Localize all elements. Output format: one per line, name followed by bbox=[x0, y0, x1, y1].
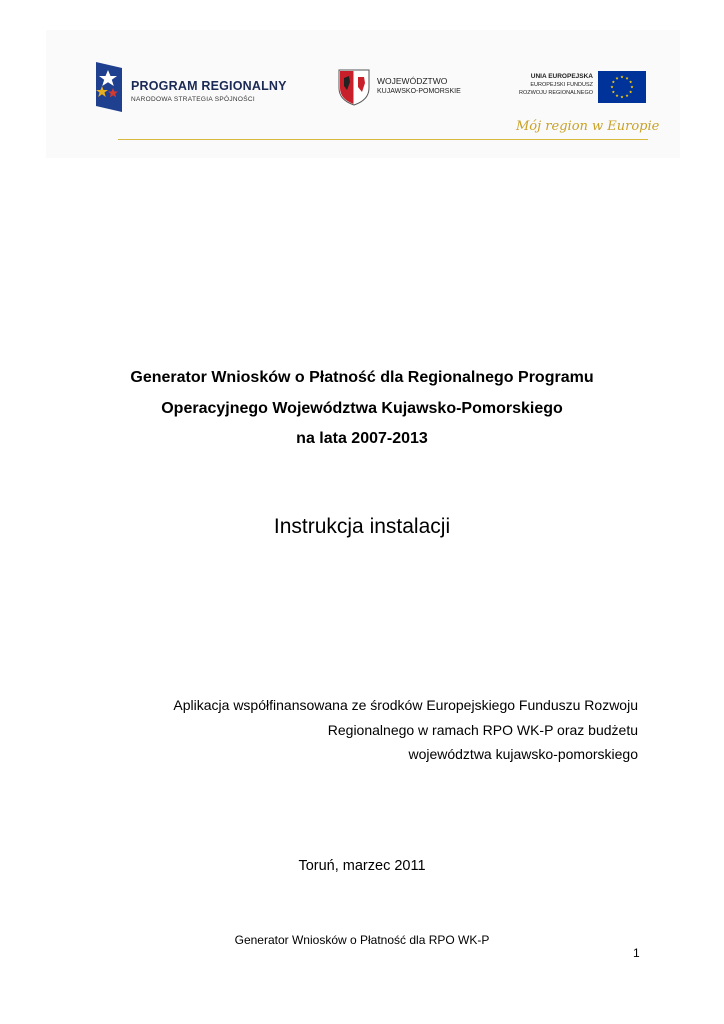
document-title-line-1: Generator Wniosków o Płatność dla Regionalnego Programu bbox=[130, 369, 594, 386]
cofinancing-line-1: Aplikacja współfinansowana ze środków Europejskiego Funduszu Rozwoju bbox=[173, 697, 638, 713]
voivodeship-logo-line2: KUJAWSKO-POMORSKIE bbox=[377, 88, 461, 95]
place-date: Toruń, marzec 2011 bbox=[298, 858, 426, 874]
cofinancing-line-2: Regionalnego w ramach RPO WK-P oraz budżetu bbox=[327, 722, 638, 738]
eu-flag-icon bbox=[598, 71, 646, 103]
eu-logo-line1: UNIA EUROPEJSKA bbox=[530, 73, 593, 80]
footer-text: Generator Wniosków o Płatność dla RPO WK-P bbox=[234, 933, 490, 947]
program-regionalny-logo bbox=[92, 58, 292, 116]
header-divider bbox=[118, 139, 648, 140]
eu-logo-line3: ROZWOJU REGIONALNEGO bbox=[519, 90, 593, 96]
eu-logo-line2: EUROPEJSKI FUNDUSZ bbox=[530, 82, 593, 88]
page-number: 1 bbox=[633, 946, 640, 960]
document-title-line-3: na lata 2007-2013 bbox=[296, 430, 428, 447]
voivodeship-logo-line1: WOJEWÓDZTWO bbox=[377, 76, 448, 86]
main-title: Instrukcja instalacji bbox=[273, 515, 451, 538]
document-title-line-2: Operacyjnego Województwa Kujawsko-Pomorskiego bbox=[161, 400, 563, 417]
cofinancing-line-3: województwa kujawsko-pomorskiego bbox=[408, 746, 638, 762]
voivodeship-logo bbox=[337, 68, 487, 108]
eu-logo bbox=[500, 68, 650, 108]
coat-of-arms-icon bbox=[337, 68, 371, 106]
program-logo-title: PROGRAM REGIONALNY bbox=[131, 79, 287, 93]
motto: Mój region w Europie bbox=[516, 119, 660, 134]
stars-flag-icon bbox=[92, 60, 126, 114]
program-logo-subtitle: NARODOWA STRATEGIA SPÓJNOŚCI bbox=[131, 96, 255, 103]
